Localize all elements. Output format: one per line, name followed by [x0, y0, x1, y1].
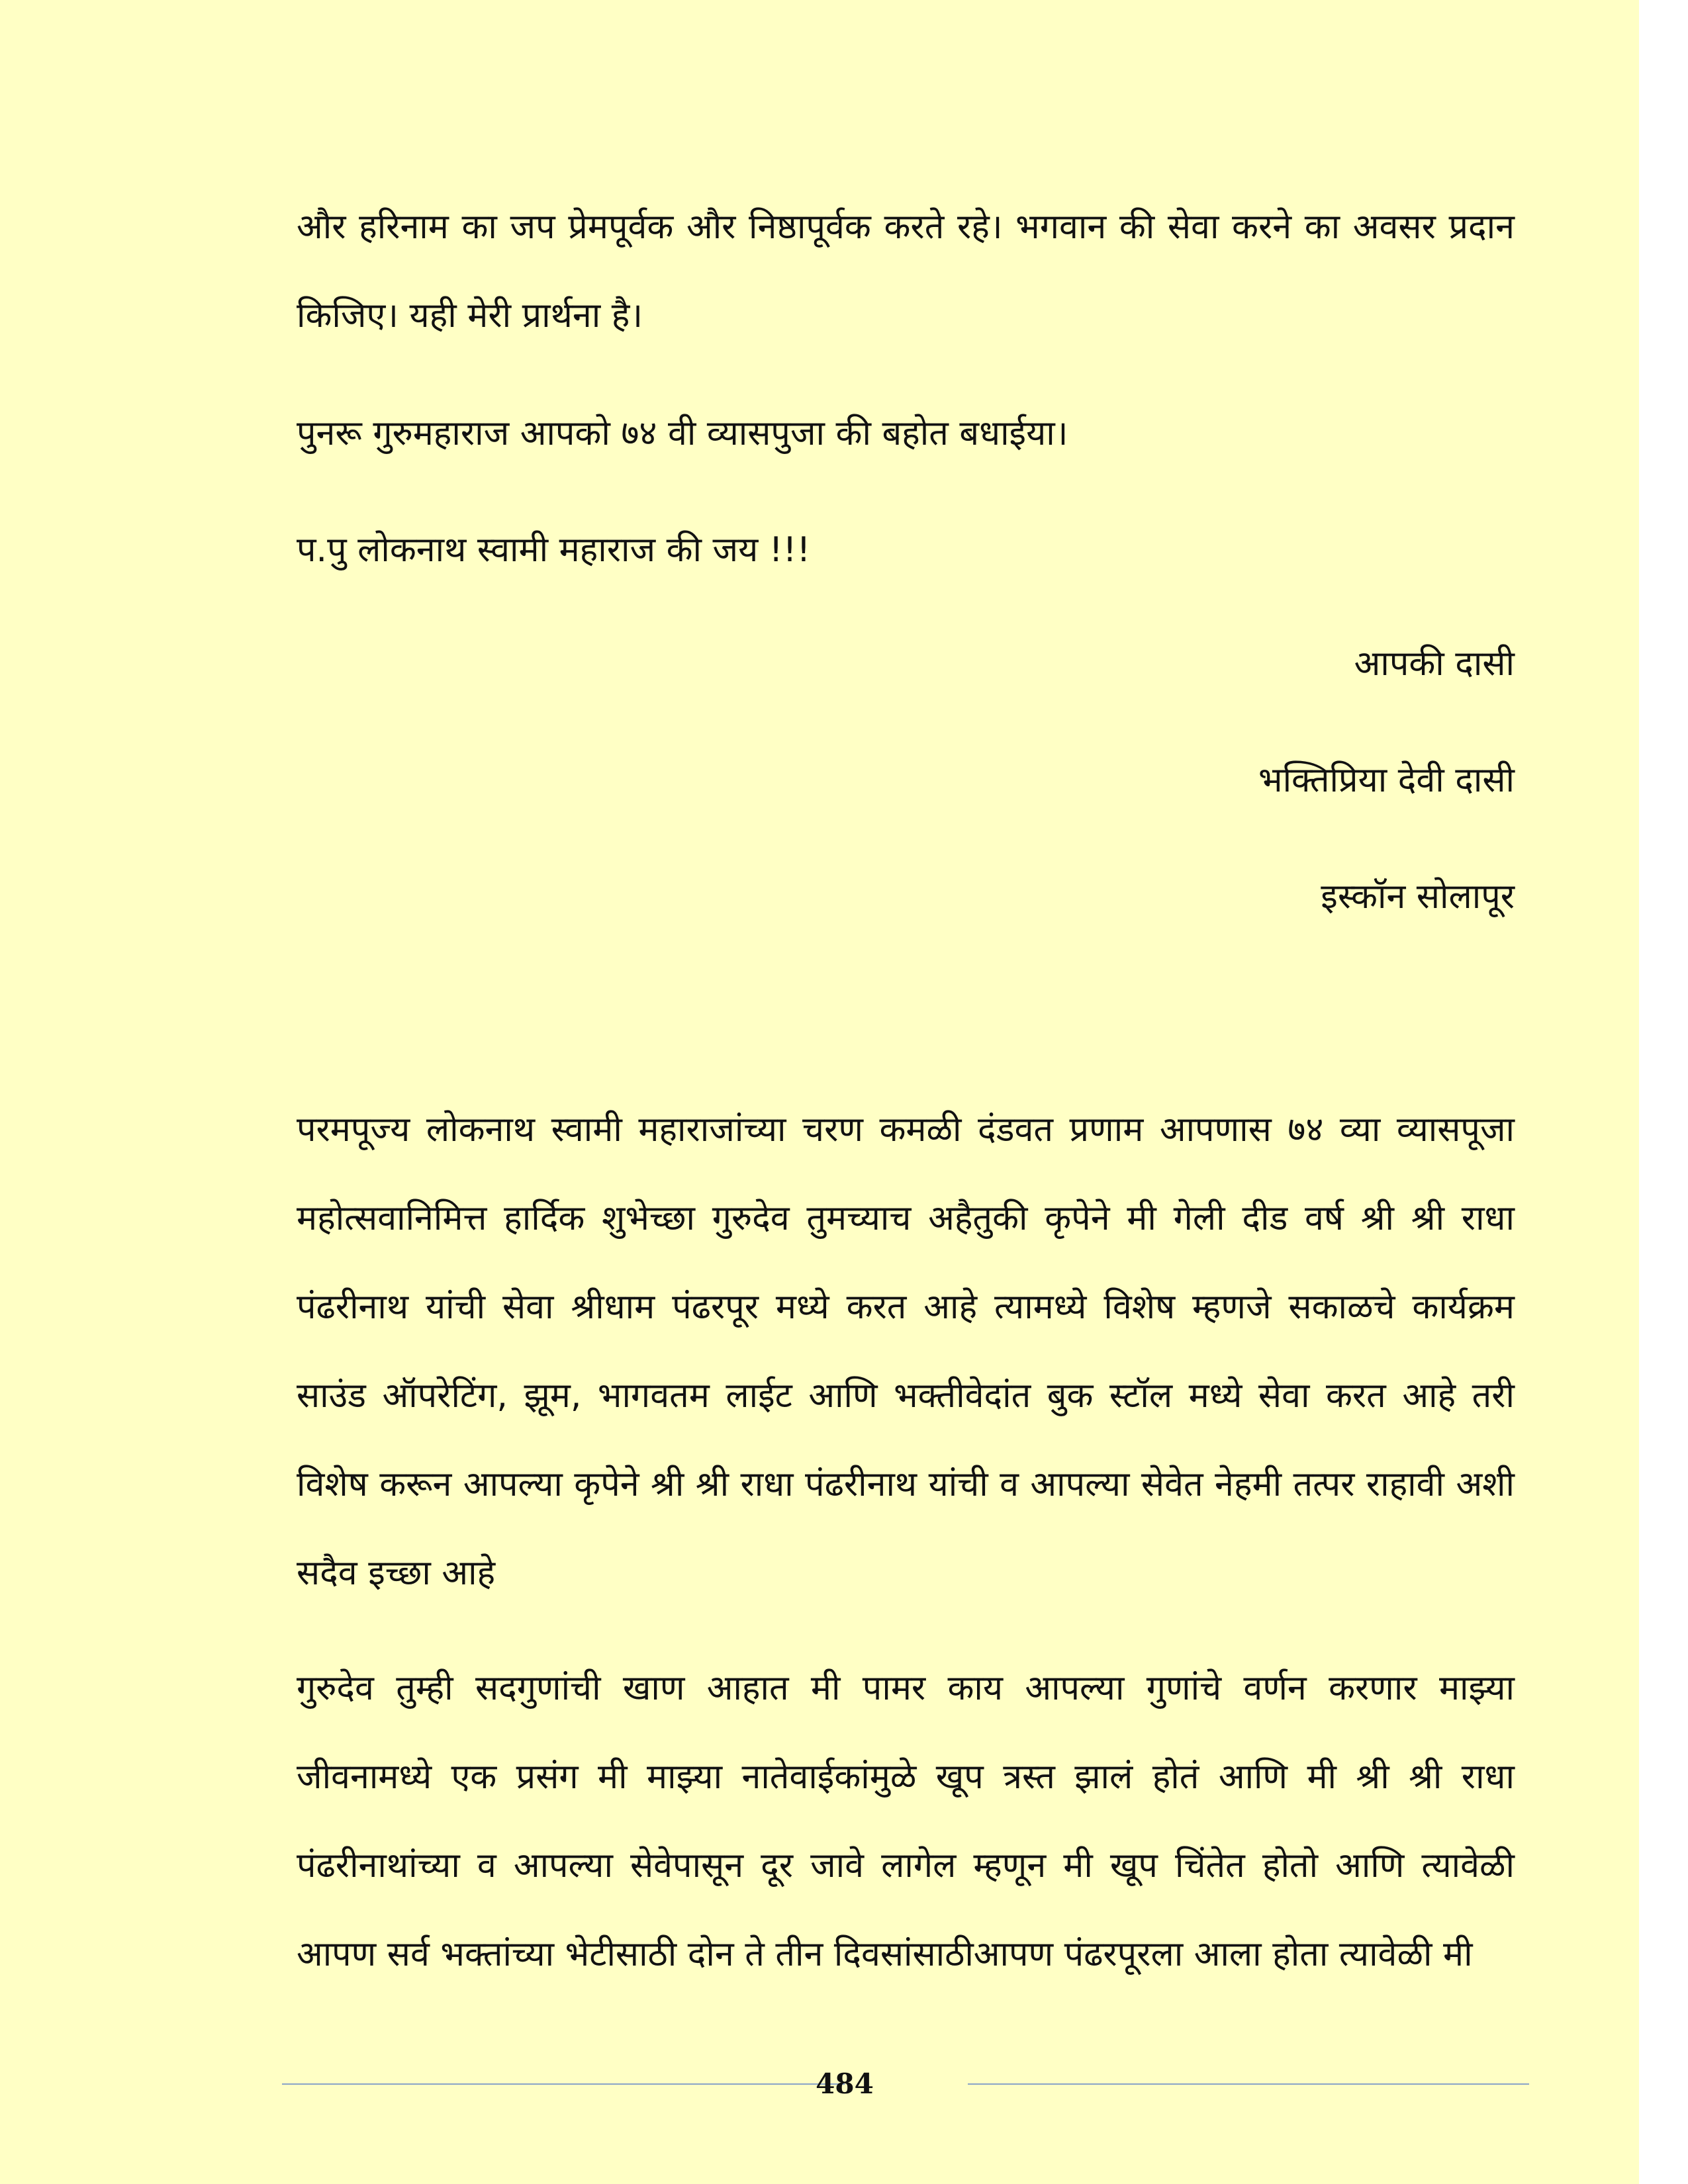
paragraph-prayer: और हरिनाम का जप प्रेमपूर्वक और निष्ठापूर्वक करते रहे। भगवान की सेवा करने का अवसर प्रदान किजिए। यही मेरी प्रार्थना है।	[297, 207, 1515, 336]
signature-line-3: इस्कॉन सोलापूर	[1321, 877, 1515, 917]
footer-rule-right	[968, 2083, 1529, 2085]
signature-line-2: भक्तिप्रिया देवी दासी	[1258, 760, 1515, 800]
signature-line-1: आपकी दासी	[1354, 644, 1515, 684]
page-number: 484	[816, 2068, 874, 2100]
paragraph-congratulations: पुनरू गुरुमहाराज आपको ७४ वी व्यासपुजा की बहोत बधाईया।	[297, 414, 1068, 453]
footer-rule-left	[282, 2083, 845, 2085]
paragraph-jay: प.पु लोकनाथ स्वामी महाराज की जय !!!	[297, 530, 811, 570]
paragraph-marathi-story: गुरुदेव तुम्ही सदगुणांची खाण आहात मी पामर काय आपल्या गुणांचे वर्णन करणार माझ्या जीवनामध्ये एक प्रसंग मी माझ्या नातेवाईकांमुळे खूप त्रस्त झालं होतं आणि मी श्री श्री राधा पंढरीनाथांच्या व आपल्या सेवेपासून दूर जावे लागेल म्हणून मी खूप चिंतेत होतो आणि त्यावेळी आपण सर्व भक्तांच्या भेटीसाठी दोन ते तीन दिवसांसाठीआपण पंढरपूरला आला होता त्यावेळी मी	[297, 1668, 1515, 1974]
paragraph-marathi-greeting: परमपूज्य लोकनाथ स्वामी महाराजांच्या चरण कमळी दंडवत प्रणाम आपणास ७४ व्या व्यासपूजा महोत्सवानिमित्त हार्दिक शुभेच्छा गुरुदेव तुमच्याच अहैतुकी कृपेने मी गेली दीड वर्ष श्री श्री राधा पंढरीनाथ यांची सेवा श्रीधाम पंढरपूर मध्ये करत आहे त्यामध्ये विशेष म्हणजे सकाळचे कार्यक्रम साउंड ऑपरेटिंग, झूम, भागवतम लाईट आणि भक्तीवेदांत बुक स्टॉल मध्ये सेवा करत आहे तरी विशेष करून आपल्या कृपेने श्री श्री राधा पंढरीनाथ यांची व आपल्या सेवेत नेहमी तत्पर राहावी अशी सदैव इच्छा आहे	[297, 1110, 1515, 1593]
